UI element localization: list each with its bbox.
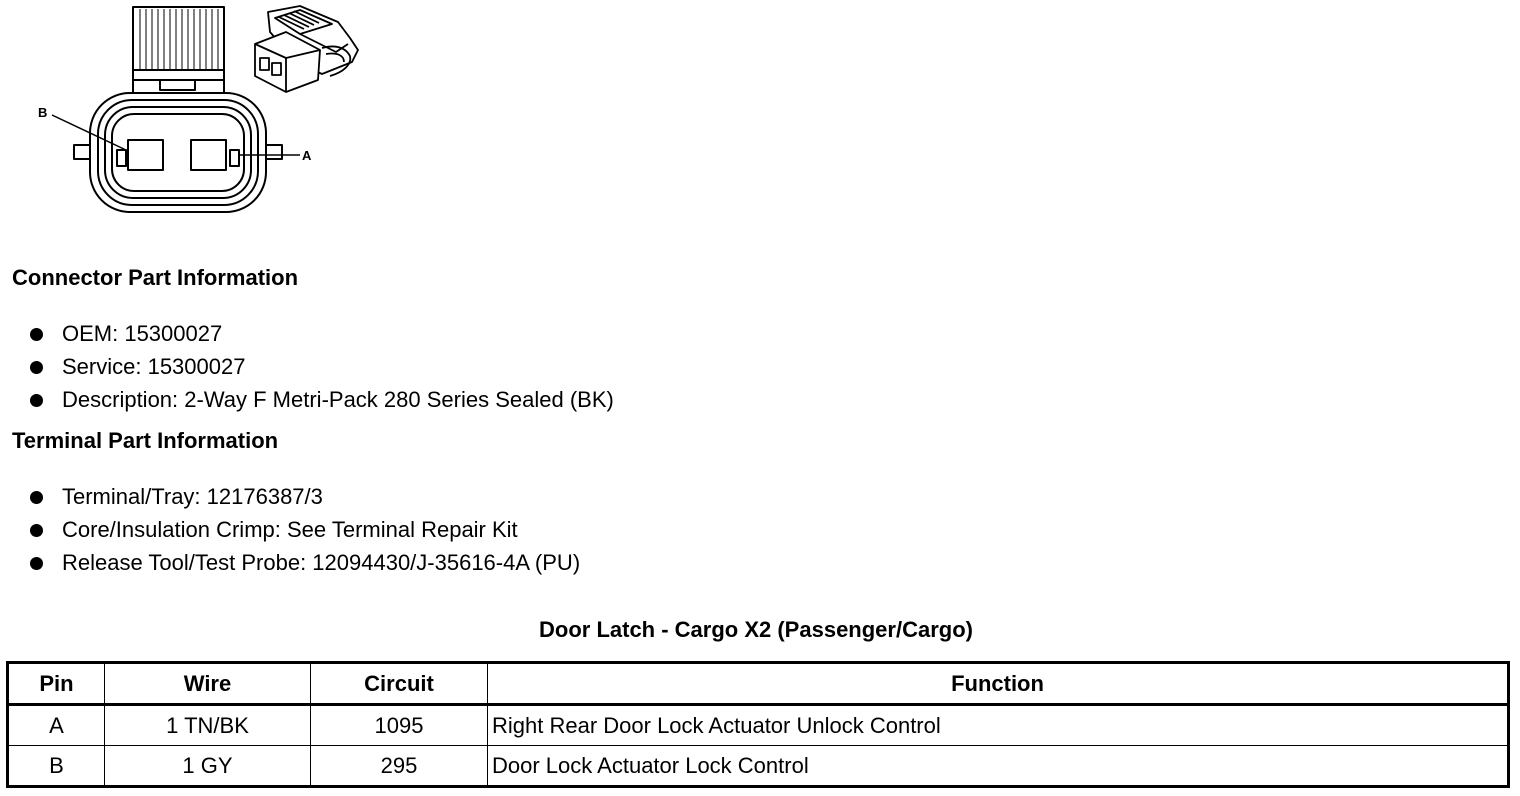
cell-wire: 1 GY [105, 746, 311, 787]
cell-pin: A [8, 705, 105, 746]
list-item-text: OEM: 15300027 [62, 321, 223, 346]
cell-function: Door Lock Actuator Lock Control [488, 746, 1509, 787]
table-row [8, 705, 1509, 746]
column-header-wire: Wire [105, 663, 311, 705]
table-header-row [8, 663, 1509, 705]
cell-function: Right Rear Door Lock Actuator Unlock Control [488, 705, 1509, 746]
list-item-text: Release Tool/Test Probe: 12094430/J-35616-4A (PU) [62, 550, 581, 575]
bullet-icon [30, 491, 43, 504]
terminal-part-info-heading: Terminal Part Information [12, 428, 279, 453]
bullet-icon [30, 361, 43, 374]
pin-b-label: B [38, 105, 48, 120]
column-header-function: Function [488, 663, 1509, 705]
column-header-circuit: Circuit [311, 663, 488, 705]
list-item-text: Description: 2-Way F Metri-Pack 280 Series Sealed (BK) [62, 387, 614, 412]
connector-face-diagram [0, 0, 380, 225]
cell-circuit: 295 [311, 746, 488, 787]
pin-a-label: A [302, 148, 312, 163]
connector-part-info-heading: Connector Part Information [12, 265, 299, 290]
list-item-text: Service: 15300027 [62, 354, 246, 379]
bullet-icon [30, 524, 43, 537]
table-title: Door Latch - Cargo X2 (Passenger/Cargo) [539, 617, 973, 642]
list-item-text: Terminal/Tray: 12176387/3 [62, 484, 323, 509]
bullet-icon [30, 557, 43, 570]
table-row [8, 746, 1509, 787]
pin-function-table [6, 661, 1510, 788]
cavity-b [128, 140, 163, 170]
cell-pin: B [8, 746, 105, 787]
cell-wire: 1 TN/BK [105, 705, 311, 746]
bullet-icon [30, 394, 43, 407]
column-header-pin: Pin [8, 663, 105, 705]
list-item-text: Core/Insulation Crimp: See Terminal Repair Kit [62, 517, 518, 542]
cavity-a [191, 140, 226, 170]
connector-latch [133, 7, 224, 95]
bullet-icon [30, 328, 43, 341]
connector-perspective-view [255, 6, 358, 92]
cell-circuit: 1095 [311, 705, 488, 746]
